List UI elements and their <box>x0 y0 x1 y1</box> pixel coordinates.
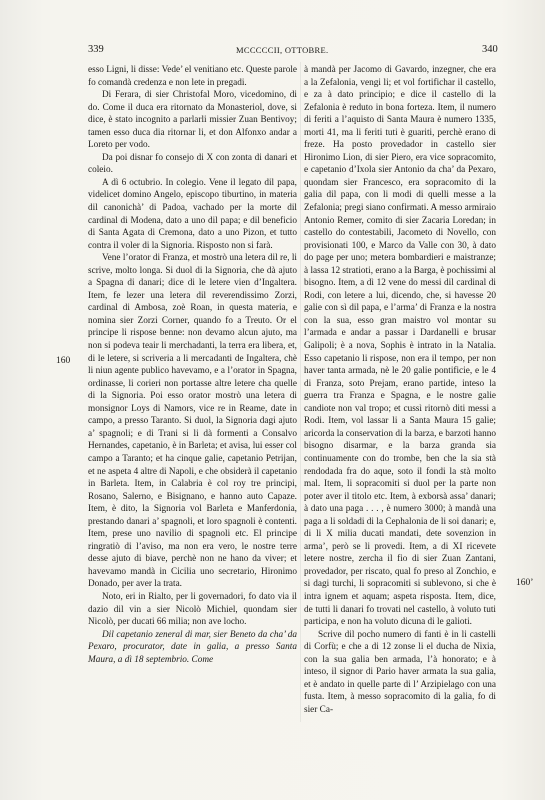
right-margin-number: 160’ <box>516 578 534 588</box>
paragraph: esso Ligni, li disse: Vede’ el venitiano etc. Queste parole fo comandà credenza e non lete in pregadi. <box>88 65 298 88</box>
right-page-number: 340 <box>482 44 498 55</box>
paragraph: A dì 6 octubrio. In colegio. Vene il legato dil papa, videlicet domino Angelo, episcopo tiburtino, in materia dil canonichà’ di Padoa, vachado per la morte dil cardinal di Modena, dato a uno dil papa; e dil beneficio di Santa Agata di Cremona, dato a uno Pizon, et tutto contra il voler di la Signoria. Risposto non si farà. <box>88 177 297 251</box>
paragraph: Scrive dil pocho numero di fanti è in li castelli di Corfù; e che a di 12 zonse li el ducha de Nixia, con la sua galia ben armada, l’à honorato; e à inteso, il signor di Pario haver armata la sua galia, et è andato in quelle parte di l’ Arzipielago con una fusta. Item, à messo sopracomito di la galia, fo di sier Ca- <box>304 629 496 715</box>
paragraph: Da poi disnar fo consejo di X con zonta di danari et coleio. <box>88 152 297 176</box>
running-header <box>0 44 545 58</box>
paragraph: Di Ferara, di sier Christofal Moro, vicedomino, di do. Come il duca era ritornato da Monasteriol, dove, si dice, è stato incognito a parlarli missier Zuan Bentivoy; tamen esso duca dia ritornar li, et don Alfonxo andar a Loreto per vodo. <box>88 90 297 151</box>
paragraph: à mandà per Jacomo di Gavardo, inzegner, che era a la Zefalonia, vengi li; et vol fortifichar il castello, e za à dato principio; e dice il castello di la Zefalonia è reduto in bona forteza. Item, il numero di feriti a l’aquisto di Santa Maura è numero 1335, morti 41, ma li feriti tuti è guariti, perchè erano di freze. Ha posto provedador in castello sier Hironimo Lion, di sier Piero, era vice sopracomito, e capetanio d’Ixola sier Antonio da cha’ da Pexaro, quondam sier Francesco, era sopracomito di la galia dil papa, con li modi di quelli messe a la Zefalonia; pregi siano confirmati. A messo armiraio Antonio Remer, comito di sier Zacaria Loredan; in castello do contestabili, Jacometo di Novello, con provisionati 100, e Marco da Valle con 30, à dato do page per uno; metera bombardieri e maistranze; à lassa 12 stratioti, erano a la Barga, è pochissimi al bisogno. Item, a dì 12 vene do messi dil cardinal di Rodi, con letere a lui, dicendo, che, si havesse 20 galie con sì dil papa, e l’arma’ di Franza e la nostra con la sua, esso gran maistro vol montar su l’armada e andar a passar i Dardanelli e brusar Galipoli; è a nova, Sophis è intrato in la Natalia. Esso capetanio li rispose, non era il tempo, per non haver tanta armada, nè le 20 galie pontificie, e le 4 di Franza, soto Prejam, erano partide, inteso la guerra tra Franza e Spagna, e le nostre galie candiote non val tropo; et cussì ritornò diti messi a Rodi. Item, vol lassar li a Santa Maura 15 galie; aricorda la conservation di la barza, e barzoti hanno bisogno disarmar, e la barza granda sia continuamente con do trombe, ben che la sia stà rendodada fra do aque, soto il fondi la stà molto mal. Item, li sopracomiti si duol per la parte non poter aver il titolo etc. Item, à exborsà assa’ danari; à dato una paga . . . , è numero 3000; à mandà una paga a li soldadi di la Cephalonia de li soi danari; e, di li X milia ducati mandati, dete sovenzion in arma’, però se li provedi. Item, a di XI ricevete letere nostre, zercha il fio di sier Zuan Zantani, provedador, per riscato, qual fo preso al Zonchio, e si dagi turchi, li sopracomiti si sublevono, si che è intra ignem et aquam; aspeta risposta. Item, dice, de tutti li danari fo trovati nel castello, à voluto tuti participa, e non ha voluto dicuna di le galioti. <box>304 65 496 628</box>
right-text-column <box>304 64 496 716</box>
header-title: MCCCCCII, OTTOBRE. <box>236 45 329 55</box>
left-page-number: 339 <box>88 44 104 55</box>
left-text-column <box>88 64 297 666</box>
left-margin-number: 160 <box>56 356 71 366</box>
paragraph: Dil capetanio zeneral di mar, sier Beneto da cha’ da Pexaro, procurator, date in galia, a presso Santa Maura, a dì 18 septembrio. Come <box>88 629 297 665</box>
paragraph: Noto, eri in Rialto, per li governadori, fo dato via il dazio dil vin a sier Nicolò Michiel, quondam sier Nicolò, per ducati 66 milia; non ave locho. <box>88 591 297 628</box>
paragraph: Vene l’orator di Franza, et mostrò una letera dil re, li scrive, molto longa. Si duol di la Signoria, che dà ajuto a Spagna di danari; dice di le letere vien d’Ingaltera. Item, fe lezer una letera dil reverendissimo Zorzi, cardinal di Ambosa, zoè Roan, in questa materia, e nomina sier Zorzi Corner, quando fo a Treuto. Or el principe li rispose benne: non devamo alcun ajuto, ma non si podeva teair li merchadanti, la terra era libera, et, di le letere, si scriveria a li mercadanti de Ingaltera, chè li niun agente publico havevamo, e a l’orator in Spagna, ordinasse, li corieri non portasse altre letere cha quelle di la Signoria. Poi esso orator mostrò una letera di monsignor Loys di Namors, vice re in Reame, date in campo, a presso Taranto. Si duol, la Signoria dagi ajuto a’ spagnoli; e di Trani si li dà formenti a Consalvo Hernandes, capetanio, è in Barleta; et avisa, lui esser col campo a Taranto; et ha cinque galie, capetanio Petrijan, et ne aspeta 4 altre di Napoli, e che obsiderà il capetanio in Barleta. Item, in Calabria è col roy tre principi, Rosano, Salerno, e Bisignano, e hanno auto Capaze. Item, è dito, la Signoria vol Barleta e Manferdonia, prestando danari a’ spagnoli, et loro spagnoli è contenti. Item, prese uno navilio di spagnoli etc. El principe ringratiò di l’aviso, ma non era vero, le nostre terre desse ajuto di biave, perchè non ne hano da viver; et havevamo mandà in Cicilia uno secretario, Hironimo Donado, per aver la trata. <box>88 253 297 590</box>
column-divider <box>300 62 301 722</box>
